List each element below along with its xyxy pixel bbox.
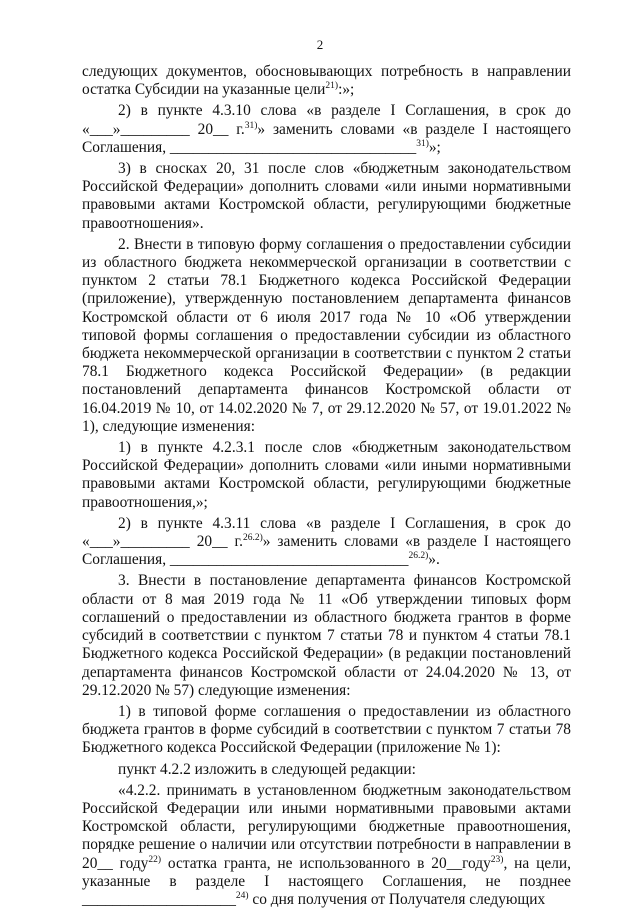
paragraph: 2) в пункте 4.3.10 слова «в разделе I Соглашения, в срок до «___»_________ 20__ г.$^{31)}$» заменить словами «в разделе I настоящего Соглашения, ________________________________$^{31)}$»;: [82, 102, 571, 156]
paragraph: «4.2.2. принимать в установленном бюджетным законодательством Российской Федерации или иными нормативными правовыми актами Костромской области, регулирующими бюджетные правоотношения, порядке решение о наличии или отсутствии потребности в направлении в 20__ году$^{22)}$ остатка гранта, не использованного в 20__году$^{23)}$, на цели, указанные в разделе I настоящего Соглашения, не позднее ____________________$^{24)}$ со дня получения от Получателя следующих: [82, 781, 571, 908]
page-number: 2: [316, 37, 324, 52]
paragraph: 1) в пункте 4.2.3.1 после слов «бюджетным законодательством Российской Федерации» дополнить словами «или иными нормативными правовыми актами Костромской области, регулирующими бюджетные правоотношения,»;: [82, 439, 571, 511]
paragraph: 3. Внести в постановление департамента финансов Костромской области от 8 мая 2019 года № 11 «Об утверждении типовых форм соглашений о предоставлении из областного бюджета грантов в форме субсидий в соответствии с пунктом 7 статьи 78 и пунктом 4 статьи 78.1 Бюджетного кодекса Российской Федерации» (в редакции постановлений департамента финансов Костромской области от 24.04.2020 № 13, от 29.12.2020 № 57) следующие изменения:: [82, 572, 571, 699]
paragraph: 2) в пункте 4.3.11 слова «в разделе I Соглашения, в срок до «___»_________ 20__ г.$^{26.2)}$» заменить словами «в разделе I настоящего Соглашения, _______________________________$^{26.2)}$».: [82, 514, 571, 569]
paragraph: 2. Внести в типовую форму соглашения о предоставлении субсидии из областного бюджета некоммерческой организации в соответствии с пунктом 2 статьи 78.1 Бюджетного кодекса Российской Федерации (приложение), утвержденную постановлением департамента финансов Костромской области от 6 июля 2017 года № 10 «Об утверждении типовой формы соглашения о предоставлении субсидии из областного бюджета некоммерческой организации в соответствии с пунктом 2 статьи 78.1 Бюджетного кодекса Российской Федерации» (в редакции постановлений департамента финансов Костромской области от 16.04.2019 № 10, от 14.02.2020 № 7, от 29.12.2020 № 57, от 19.01.2022 № 1), следующие изменения:: [82, 235, 571, 435]
paragraph: 3) в сносках 20, 31 после слов «бюджетным законодательством Российской Федерации» дополнить словами «или иными нормативными правовыми актами Костромской области, регулирующими бюджетные правоотношения».: [82, 160, 571, 232]
paragraph: пункт 4.2.2 изложить в следующей редакции:: [118, 760, 416, 778]
paragraph: следующих документов, обосновывающих потребность в направлении остатка Субсидии на указанные цели$^{21)}$:»;: [82, 63, 571, 99]
document-body: [82, 63, 571, 910]
paragraph: 1) в типовой форме соглашения о предоставлении из областного бюджета грантов в форме субсидий в соответствии с пунктом 7 статьи 78 Бюджетного кодекса Российской Федерации (приложение № 1):: [82, 702, 571, 757]
